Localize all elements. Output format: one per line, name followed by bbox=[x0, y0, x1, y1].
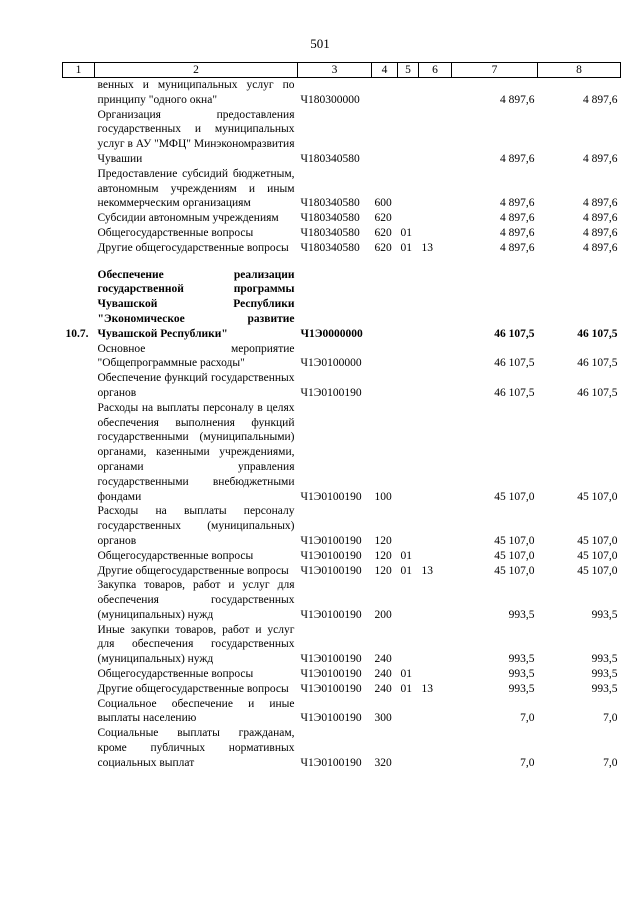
row-amount-2019: 45 107,0 bbox=[577, 564, 618, 577]
header-col-7: 7 bbox=[452, 63, 538, 78]
row-target-code: Ч180300000 bbox=[300, 93, 360, 106]
row-expense-type: 120 bbox=[374, 564, 392, 577]
row-amount-2018: 45 107,0 bbox=[494, 549, 535, 562]
row-subsection: 13 bbox=[421, 682, 433, 695]
header-col-5: 5 bbox=[398, 63, 419, 78]
row-section bbox=[398, 623, 419, 667]
row-expense-type: 320 bbox=[374, 756, 392, 769]
row-amount-2018: 4 897,6 bbox=[500, 241, 535, 254]
spacer-cell bbox=[63, 256, 621, 268]
row-number bbox=[63, 549, 95, 564]
row-description: Общегосударственные вопросы bbox=[97, 549, 254, 562]
row-target-code: Ч1Э0100190 bbox=[300, 682, 362, 695]
row-amount-2019: 46 107,5 bbox=[577, 386, 618, 399]
row-number bbox=[63, 226, 95, 241]
row-description: Субсидии автономным учреждениям bbox=[97, 212, 279, 225]
row-subsection bbox=[419, 211, 452, 226]
table-row bbox=[63, 167, 621, 211]
row-target-code: Ч1Э0100190 bbox=[300, 653, 362, 666]
header-col-4: 4 bbox=[372, 63, 398, 78]
row-description: Социальные выплаты гражданам, кроме публичных нормативных социальных выплат bbox=[97, 727, 295, 769]
row-number bbox=[63, 167, 95, 211]
table-row bbox=[63, 682, 621, 697]
row-amount-2018: 46 107,5 bbox=[494, 327, 535, 340]
row-target-code: Ч180340580 bbox=[300, 226, 360, 239]
row-expense-type: 240 bbox=[374, 682, 392, 695]
row-target-code: Ч180340580 bbox=[300, 212, 360, 225]
row-amount-2019: 4 897,6 bbox=[583, 241, 618, 254]
row-amount-2019: 45 107,0 bbox=[577, 490, 618, 503]
row-description: Иные закупки товаров, работ и услуг для обеспечения государственных (муниципальных) нужд bbox=[97, 623, 295, 666]
row-amount-2018: 7,0 bbox=[520, 712, 535, 725]
table-row bbox=[63, 78, 621, 108]
row-subsection bbox=[419, 504, 452, 548]
row-subsection bbox=[419, 268, 452, 342]
spacer-row bbox=[63, 256, 621, 268]
table-row bbox=[63, 667, 621, 682]
table-row bbox=[63, 371, 621, 401]
row-subsection bbox=[419, 371, 452, 401]
header-col-3: 3 bbox=[298, 63, 372, 78]
row-subsection bbox=[419, 549, 452, 564]
row-target-code: Ч180340580 bbox=[300, 241, 360, 254]
row-target-code: Ч1Э0100190 bbox=[300, 549, 362, 562]
table-row bbox=[63, 549, 621, 564]
row-target-code: Ч1Э0100190 bbox=[300, 712, 362, 725]
row-target-code: Ч180340580 bbox=[300, 152, 360, 165]
table-row bbox=[63, 564, 621, 579]
header-col-2: 2 bbox=[95, 63, 298, 78]
row-description: Предоставление субсидий бюджетным, автономным учреждениям и иным некоммерческим организациям bbox=[97, 167, 295, 210]
row-amount-2018: 4 897,6 bbox=[500, 226, 535, 239]
table-row bbox=[63, 342, 621, 372]
row-section: 01 bbox=[400, 226, 412, 239]
row-number bbox=[63, 564, 95, 579]
table-row bbox=[63, 211, 621, 226]
page-number: 501 bbox=[310, 36, 330, 51]
row-expense-type: 300 bbox=[374, 712, 392, 725]
row-number bbox=[63, 211, 95, 226]
row-expense-type bbox=[372, 108, 398, 167]
row-amount-2018: 46 107,5 bbox=[494, 386, 535, 399]
row-amount-2019: 45 107,0 bbox=[577, 534, 618, 547]
row-section bbox=[398, 504, 419, 548]
table-row bbox=[63, 623, 621, 667]
row-expense-type: 240 bbox=[374, 653, 392, 666]
row-number bbox=[63, 504, 95, 548]
row-number bbox=[63, 342, 95, 372]
table-row bbox=[63, 226, 621, 241]
row-expense-type bbox=[372, 342, 398, 372]
row-section bbox=[398, 578, 419, 622]
row-description: Другие общегосударственные вопросы bbox=[97, 682, 289, 695]
row-amount-2019: 993,5 bbox=[591, 682, 618, 695]
row-expense-type: 120 bbox=[374, 534, 392, 547]
row-description: Обеспечение реализации государственной программы Чувашской Республики "Экономическое развитие Чувашской Республики" bbox=[97, 268, 295, 340]
header-col-1: 1 bbox=[63, 63, 95, 78]
row-section bbox=[398, 371, 419, 401]
row-amount-2018: 46 107,5 bbox=[494, 357, 535, 370]
header-col-8: 8 bbox=[538, 63, 621, 78]
row-section bbox=[398, 167, 419, 211]
budget-table bbox=[62, 62, 621, 771]
row-description: Расходы на выплаты персоналу в целях обеспечения выполнения функций государственными (муниципальными) органами, казенными учреждениями, органами управления государственными внебюджетными фондами bbox=[97, 401, 295, 503]
row-description: Общегосударственные вопросы bbox=[97, 668, 254, 681]
row-expense-type: 620 bbox=[374, 226, 392, 239]
row-subsection bbox=[419, 78, 452, 108]
table-row bbox=[63, 504, 621, 548]
row-subsection bbox=[419, 167, 452, 211]
row-target-code: Ч1Э0100190 bbox=[300, 756, 362, 769]
row-amount-2019: 7,0 bbox=[603, 756, 618, 769]
row-amount-2019: 4 897,6 bbox=[583, 152, 618, 165]
row-description: Обеспечение функций государственных органов bbox=[97, 372, 295, 399]
row-expense-type: 240 bbox=[374, 668, 392, 681]
row-section bbox=[398, 697, 419, 727]
row-description: Другие общегосударственные вопросы bbox=[97, 241, 289, 254]
row-expense-type: 100 bbox=[374, 490, 392, 503]
row-section: 01 bbox=[400, 682, 412, 695]
row-section: 01 bbox=[400, 549, 412, 562]
row-number bbox=[63, 108, 95, 167]
row-subsection bbox=[419, 623, 452, 667]
row-amount-2019: 4 897,6 bbox=[583, 93, 618, 106]
table-row bbox=[63, 108, 621, 167]
row-amount-2018: 7,0 bbox=[520, 756, 535, 769]
table-row bbox=[63, 697, 621, 727]
row-target-code: Ч1Э0100000 bbox=[300, 357, 362, 370]
row-section bbox=[398, 342, 419, 372]
table-row bbox=[63, 268, 621, 342]
row-amount-2018: 993,5 bbox=[508, 653, 535, 666]
row-amount-2018: 45 107,0 bbox=[494, 534, 535, 547]
table-row bbox=[63, 401, 621, 505]
row-section bbox=[398, 211, 419, 226]
row-target-code: Ч1Э0100190 bbox=[300, 386, 362, 399]
table-row bbox=[63, 726, 621, 770]
row-description: Общегосударственные вопросы bbox=[97, 226, 254, 239]
row-expense-type bbox=[372, 268, 398, 342]
row-target-code: Ч1Э0100190 bbox=[300, 608, 362, 621]
row-subsection bbox=[419, 726, 452, 770]
row-expense-type: 600 bbox=[374, 197, 392, 210]
row-amount-2018: 993,5 bbox=[508, 668, 535, 681]
row-expense-type bbox=[372, 371, 398, 401]
row-amount-2018: 4 897,6 bbox=[500, 197, 535, 210]
row-description: Другие общегосударственные вопросы bbox=[97, 564, 289, 577]
table-row bbox=[63, 578, 621, 622]
row-number bbox=[63, 667, 95, 682]
row-section bbox=[398, 268, 419, 342]
row-section bbox=[398, 726, 419, 770]
row-subsection bbox=[419, 226, 452, 241]
row-number bbox=[63, 623, 95, 667]
row-subsection: 13 bbox=[421, 241, 433, 254]
row-amount-2019: 46 107,5 bbox=[577, 327, 618, 340]
row-number: 10.7. bbox=[65, 327, 89, 340]
row-section: 01 bbox=[400, 241, 412, 254]
row-amount-2019: 4 897,6 bbox=[583, 212, 618, 225]
row-amount-2019: 993,5 bbox=[591, 668, 618, 681]
row-amount-2018: 4 897,6 bbox=[500, 93, 535, 106]
row-subsection bbox=[419, 342, 452, 372]
row-description: Расходы на выплаты персоналу государственных (муниципальных) органов bbox=[97, 505, 295, 547]
row-expense-type: 620 bbox=[374, 212, 392, 225]
row-description: Организация предоставления государственных и муниципальных услуг в АУ "МФЦ" Минэкономразвития Чувашии bbox=[97, 108, 295, 165]
row-target-code: Ч1Э0100190 bbox=[300, 490, 362, 503]
row-amount-2019: 45 107,0 bbox=[577, 549, 618, 562]
row-amount-2018: 993,5 bbox=[508, 682, 535, 695]
row-amount-2019: 46 107,5 bbox=[577, 357, 618, 370]
row-amount-2018: 4 897,6 bbox=[500, 152, 535, 165]
row-target-code: Ч1Э0000000 bbox=[300, 327, 363, 340]
row-amount-2019: 7,0 bbox=[603, 712, 618, 725]
row-expense-type: 200 bbox=[374, 608, 392, 621]
row-number bbox=[63, 697, 95, 727]
row-amount-2018: 45 107,0 bbox=[494, 564, 535, 577]
table-body bbox=[63, 78, 621, 771]
row-description: Закупка товаров, работ и услуг для обеспечения государственных (муниципальных) нужд bbox=[97, 579, 295, 621]
row-subsection bbox=[419, 578, 452, 622]
header-row bbox=[63, 63, 621, 78]
row-amount-2018: 45 107,0 bbox=[494, 490, 535, 503]
row-subsection bbox=[419, 401, 452, 505]
row-amount-2018: 4 897,6 bbox=[500, 212, 535, 225]
row-target-code: Ч1Э0100190 bbox=[300, 534, 362, 547]
row-subsection bbox=[419, 667, 452, 682]
row-target-code: Ч1Э0100190 bbox=[300, 668, 362, 681]
row-section: 01 bbox=[400, 564, 412, 577]
row-amount-2019: 993,5 bbox=[591, 608, 618, 621]
row-subsection bbox=[419, 697, 452, 727]
row-expense-type bbox=[372, 78, 398, 108]
row-section bbox=[398, 78, 419, 108]
row-number bbox=[63, 241, 95, 256]
row-amount-2019: 4 897,6 bbox=[583, 197, 618, 210]
row-description: венных и муниципальных услуг по принципу "одного окна" bbox=[97, 79, 295, 106]
row-section: 01 bbox=[400, 668, 412, 681]
row-section bbox=[398, 401, 419, 505]
row-target-code: Ч1Э0100190 bbox=[300, 564, 362, 577]
row-number bbox=[63, 682, 95, 697]
row-subsection: 13 bbox=[421, 564, 433, 577]
row-expense-type: 120 bbox=[374, 549, 392, 562]
row-amount-2019: 4 897,6 bbox=[583, 226, 618, 239]
row-number bbox=[63, 578, 95, 622]
row-description: Основное мероприятие "Общепрограммные расходы" bbox=[97, 342, 295, 370]
row-target-code: Ч180340580 bbox=[300, 197, 360, 210]
row-subsection bbox=[419, 108, 452, 167]
row-amount-2019: 993,5 bbox=[591, 653, 618, 666]
row-description: Социальное обеспечение и иные выплаты населению bbox=[97, 697, 295, 725]
row-number bbox=[63, 78, 95, 108]
row-number bbox=[63, 726, 95, 770]
row-section bbox=[398, 108, 419, 167]
header-col-6: 6 bbox=[419, 63, 452, 78]
row-amount-2018: 993,5 bbox=[508, 608, 535, 621]
row-number bbox=[63, 371, 95, 401]
table-row bbox=[63, 241, 621, 256]
row-number bbox=[63, 401, 95, 505]
row-expense-type: 620 bbox=[374, 241, 392, 254]
